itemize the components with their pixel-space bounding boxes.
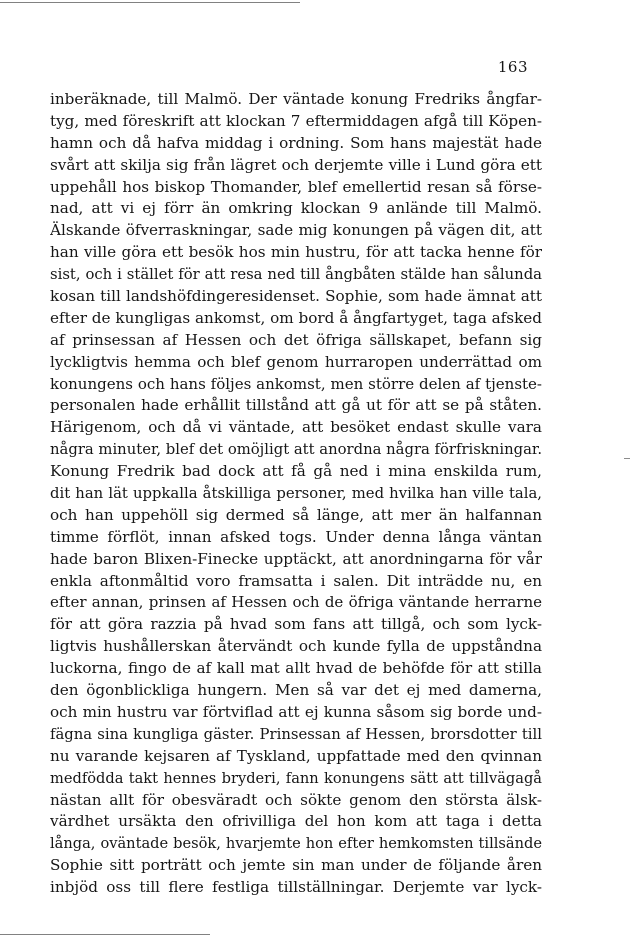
text-line: svårt att skilja sig från lägret och derjemte ville i Lund göra ett [50, 155, 542, 174]
text-line: kosan till landshöfdingeresidenset. Sophie, som hade ämnat att [50, 287, 542, 306]
text-line: efter annan, prinsen af Hessen och de öfriga väntande herrarne [50, 593, 542, 612]
text-line: långa, oväntade besök, hvarjemte hon efter hemkomsten tillsände [50, 835, 542, 853]
text-line: sist, och i stället för att resa ned till ångbåten stälde han sålunda [50, 266, 542, 284]
text-line: fägna sina kungliga gäster. Prinsessan af Hessen, brorsdotter till [50, 725, 542, 743]
text-line: timme förflöt, innan afsked togs. Under denna långa väntan [50, 527, 542, 546]
text-line: nad, att vi ej förr än omkring klockan 9 anlände till Malmö. [50, 199, 542, 218]
text-line: Konung Fredrik bad dock att få gå ned i mina enskilda rum, [50, 462, 542, 481]
text-line: nästan allt för obesväradt och sökte genom den största älsk- [50, 790, 542, 809]
scan-edge-line-bottom [0, 934, 210, 935]
text-line: nu varande kejsaren af Tyskland, uppfattade med den qvinnan [50, 746, 542, 765]
text-line: och han uppehöll sig dermed så länge, att mer än halfannan [50, 505, 542, 524]
text-line: lyckligtvis hemma och blef genom hurraropen underrättad om [50, 352, 542, 371]
text-line: och min hustru var förtviflad att ej kunna såsom sig borde und- [50, 702, 542, 721]
text-line: hade baron Blixen-Finecke upptäckt, att anordningarna för vår [50, 549, 542, 568]
scan-edge-mark-right [624, 458, 630, 459]
scan-edge-line-top [0, 2, 300, 3]
text-line: inberäknade, till Malmö. Der väntade konung Fredriks ångfar- [50, 90, 542, 108]
text-line: några minuter, blef det omöjligt att anordna några förfriskningar. [50, 441, 542, 459]
text-line: han ville göra ett besök hos min hustru, för att tacka henne för [50, 243, 542, 262]
text-line: personalen hade erhållit tillstånd att gå ut för att se på ståten. [50, 396, 542, 415]
text-line: af prinsessan af Hessen och det öfriga sällskapet, befann sig [50, 330, 542, 349]
page-number: 163 [497, 58, 528, 76]
text-line: hamn och då hafva middag i ordning. Som hans majestät hade [50, 133, 542, 152]
text-line: värdhet ursäkta den ofrivilliga del hon kom att taga i detta [50, 812, 542, 831]
text-line: luckorna, fingo de af kall mat allt hvad de behöfde för att stilla [50, 659, 542, 678]
text-line: dit han lät uppkalla åtskilliga personer, med hvilka han ville tala, [50, 485, 542, 503]
text-line: uppehåll hos biskop Thomander, blef emellertid resan så förse- [50, 177, 542, 196]
text-line: Älskande öfverraskningar, sade mig konungen på vägen dit, att [50, 221, 542, 240]
text-line: tyg, med föreskrift att klockan 7 eftermiddagen afgå till Köpen- [50, 111, 542, 130]
text-line: efter de kungligas ankomst, om bord å ångfartyget, taga afsked [50, 308, 542, 327]
body-text [50, 89, 542, 899]
text-line: Sophie sitt porträtt och jemte sin man under de följande åren [50, 856, 542, 875]
text-line: Härigenom, och då vi väntade, att besöket endast skulle vara [50, 418, 542, 437]
text-line: den ögonblickliga hungern. Men så var det ej med damerna, [50, 681, 542, 700]
text-line: inbjöd oss till flere festliga tillställningar. Derjemte var lyck- [50, 878, 542, 897]
text-line: ligtvis hushållerskan återvändt och kunde fylla de uppståndna [50, 637, 542, 656]
text-line: medfödda takt hennes bryderi, fann konungens sätt att tillvägagå [50, 769, 542, 787]
text-line: konungens och hans följes ankomst, men större delen af tjenste- [50, 374, 542, 393]
text-line: för att göra razzia på hvad som fans att tillgå, och som lyck- [50, 615, 542, 634]
text-line: enkla aftonmåltid voro framsatta i salen. Dit inträdde nu, en [50, 571, 542, 590]
